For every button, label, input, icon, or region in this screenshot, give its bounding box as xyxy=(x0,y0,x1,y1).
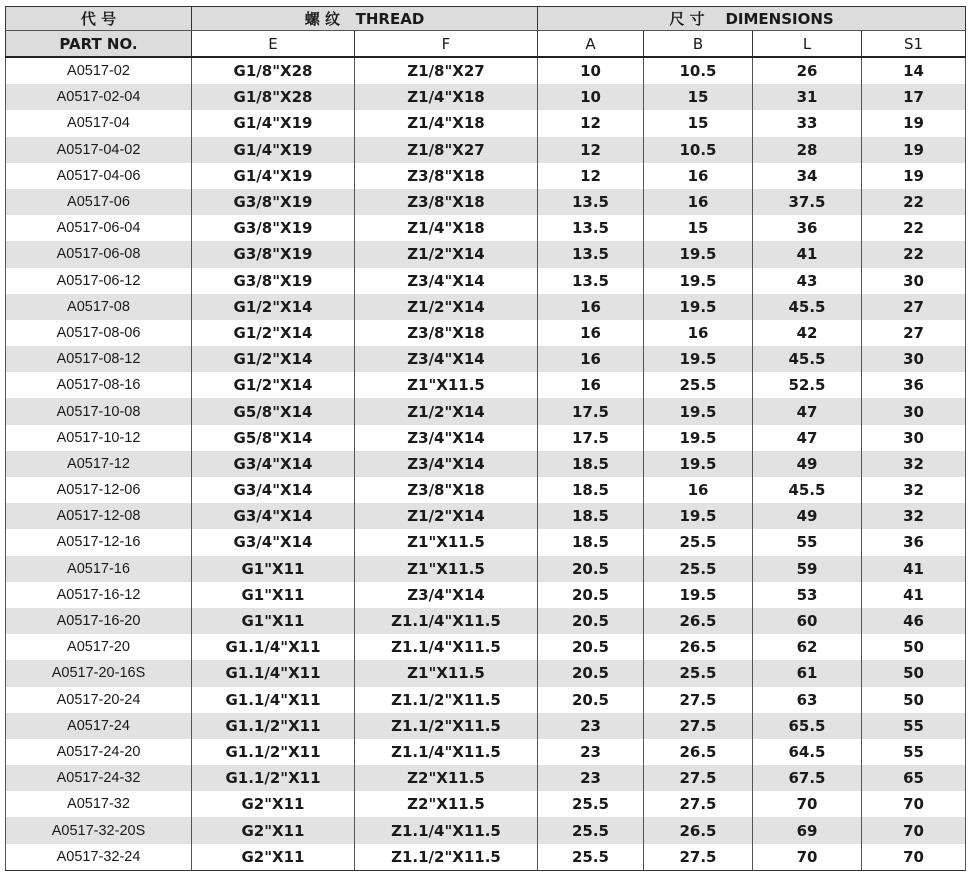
table-row xyxy=(6,634,966,660)
dim-l-cell: 45.5 xyxy=(753,346,862,372)
thread-e-cell: G3/8"X19 xyxy=(192,189,355,215)
dim-b-cell: 26.5 xyxy=(644,608,753,634)
dim-s1-cell: 14 xyxy=(862,57,966,84)
thread-f-cell: Z3/4"X14 xyxy=(355,451,538,477)
table-row xyxy=(6,765,966,791)
dim-b-cell: 10.5 xyxy=(644,57,753,84)
dim-s1-cell: 32 xyxy=(862,451,966,477)
table-row xyxy=(6,451,966,477)
table-row xyxy=(6,110,966,136)
dim-b-cell: 25.5 xyxy=(644,660,753,686)
dim-l-cell: 43 xyxy=(753,268,862,294)
dim-l-cell: 64.5 xyxy=(753,739,862,765)
table-body xyxy=(6,57,966,870)
dim-a-cell: 16 xyxy=(538,346,644,372)
column-header-b: B xyxy=(644,31,753,58)
dim-a-cell: 18.5 xyxy=(538,503,644,529)
thread-e-cell: G3/4"X14 xyxy=(192,529,355,555)
table-row xyxy=(6,844,966,871)
dim-s1-cell: 70 xyxy=(862,817,966,843)
dim-a-cell: 20.5 xyxy=(538,687,644,713)
dim-s1-cell: 22 xyxy=(862,189,966,215)
table-row xyxy=(6,215,966,241)
thread-e-cell: G1/4"X19 xyxy=(192,163,355,189)
dim-b-cell: 15 xyxy=(644,215,753,241)
dim-b-cell: 27.5 xyxy=(644,765,753,791)
part-no-cell: A0517-06-08 xyxy=(6,241,192,267)
dim-a-cell: 12 xyxy=(538,110,644,136)
dim-s1-cell: 19 xyxy=(862,163,966,189)
table-row xyxy=(6,791,966,817)
thread-f-cell: Z1.1/4"X11.5 xyxy=(355,634,538,660)
dim-a-cell: 17.5 xyxy=(538,425,644,451)
spec-table-container xyxy=(5,6,965,871)
dim-l-cell: 47 xyxy=(753,398,862,424)
dim-a-cell: 20.5 xyxy=(538,660,644,686)
thread-f-cell: Z1"X11.5 xyxy=(355,660,538,686)
dim-s1-cell: 22 xyxy=(862,241,966,267)
dim-l-cell: 52.5 xyxy=(753,372,862,398)
dim-s1-cell: 36 xyxy=(862,529,966,555)
part-code-header-cn xyxy=(6,7,192,31)
table-row xyxy=(6,346,966,372)
part-no-cell: A0517-08-16 xyxy=(6,372,192,398)
dim-l-cell: 65.5 xyxy=(753,713,862,739)
dim-b-cell: 19.5 xyxy=(644,425,753,451)
dim-l-cell: 34 xyxy=(753,163,862,189)
dim-b-cell: 25.5 xyxy=(644,529,753,555)
dim-a-cell: 12 xyxy=(538,137,644,163)
thread-f-cell: Z3/8"X18 xyxy=(355,163,538,189)
dim-b-cell: 26.5 xyxy=(644,817,753,843)
dim-l-cell: 28 xyxy=(753,137,862,163)
thread-e-cell: G2"X11 xyxy=(192,791,355,817)
dim-a-cell: 12 xyxy=(538,163,644,189)
dim-s1-cell: 36 xyxy=(862,372,966,398)
thread-e-cell: G1/2"X14 xyxy=(192,294,355,320)
dim-a-cell: 23 xyxy=(538,739,644,765)
part-no-cell: A0517-02-04 xyxy=(6,84,192,110)
thread-header xyxy=(192,7,538,31)
column-header-a: A xyxy=(538,31,644,58)
dim-l-cell: 55 xyxy=(753,529,862,555)
thread-e-cell: G1"X11 xyxy=(192,582,355,608)
thread-e-cell: G1.1/4"X11 xyxy=(192,660,355,686)
header-row-top xyxy=(6,7,966,31)
thread-f-cell: Z1/2"X14 xyxy=(355,503,538,529)
dim-l-cell: 33 xyxy=(753,110,862,136)
part-no-cell: A0517-10-08 xyxy=(6,398,192,424)
dim-s1-cell: 41 xyxy=(862,582,966,608)
dim-l-cell: 60 xyxy=(753,608,862,634)
table-row xyxy=(6,529,966,555)
dim-l-cell: 49 xyxy=(753,451,862,477)
thread-f-cell: Z1"X11.5 xyxy=(355,529,538,555)
thread-e-cell: G1/8"X28 xyxy=(192,84,355,110)
header-row-columns xyxy=(6,31,966,58)
dim-a-cell: 10 xyxy=(538,57,644,84)
dim-b-cell: 16 xyxy=(644,189,753,215)
thread-e-cell: G3/4"X14 xyxy=(192,451,355,477)
thread-f-cell: Z1/2"X14 xyxy=(355,398,538,424)
column-header-e: E xyxy=(192,31,355,58)
part-no-cell: A0517-24-32 xyxy=(6,765,192,791)
thread-e-cell: G1/2"X14 xyxy=(192,346,355,372)
dim-a-cell: 13.5 xyxy=(538,215,644,241)
table-row xyxy=(6,739,966,765)
dim-l-cell: 42 xyxy=(753,320,862,346)
dim-a-cell: 18.5 xyxy=(538,529,644,555)
table-row xyxy=(6,582,966,608)
thread-f-cell: Z1.1/2"X11.5 xyxy=(355,844,538,871)
dim-b-cell: 26.5 xyxy=(644,634,753,660)
thread-e-cell: G1/8"X28 xyxy=(192,57,355,84)
dim-s1-cell: 70 xyxy=(862,791,966,817)
part-no-cell: A0517-24-20 xyxy=(6,739,192,765)
dim-b-cell: 19.5 xyxy=(644,294,753,320)
thread-f-cell: Z1/2"X14 xyxy=(355,294,538,320)
part-no-cell: A0517-04 xyxy=(6,110,192,136)
dim-s1-cell: 19 xyxy=(862,110,966,136)
part-no-cell: A0517-32-24 xyxy=(6,844,192,871)
thread-e-cell: G3/8"X19 xyxy=(192,241,355,267)
thread-e-cell: G3/4"X14 xyxy=(192,503,355,529)
dim-l-cell: 59 xyxy=(753,556,862,582)
thread-label-cn: 螺 纹 xyxy=(304,10,340,28)
dim-l-cell: 70 xyxy=(753,844,862,871)
table-row xyxy=(6,137,966,163)
part-code-label-cn: 代 号 xyxy=(80,10,117,28)
dim-a-cell: 20.5 xyxy=(538,556,644,582)
dim-a-cell: 13.5 xyxy=(538,189,644,215)
part-no-cell: A0517-24 xyxy=(6,713,192,739)
thread-f-cell: Z3/4"X14 xyxy=(355,425,538,451)
part-no-cell: A0517-32-20S xyxy=(6,817,192,843)
table-row xyxy=(6,398,966,424)
dim-b-cell: 27.5 xyxy=(644,791,753,817)
part-no-cell: A0517-12-08 xyxy=(6,503,192,529)
table-row xyxy=(6,268,966,294)
dim-s1-cell: 46 xyxy=(862,608,966,634)
dim-b-cell: 19.5 xyxy=(644,346,753,372)
part-no-cell: A0517-20 xyxy=(6,634,192,660)
table-row xyxy=(6,294,966,320)
part-no-cell: A0517-10-12 xyxy=(6,425,192,451)
dim-b-cell: 10.5 xyxy=(644,137,753,163)
thread-f-cell: Z3/8"X18 xyxy=(355,477,538,503)
dim-s1-cell: 27 xyxy=(862,320,966,346)
part-no-cell: A0517-16-12 xyxy=(6,582,192,608)
dim-s1-cell: 30 xyxy=(862,346,966,372)
table-header xyxy=(6,7,966,58)
thread-e-cell: G1.1/2"X11 xyxy=(192,765,355,791)
dim-s1-cell: 30 xyxy=(862,268,966,294)
dim-s1-cell: 55 xyxy=(862,739,966,765)
thread-e-cell: G1"X11 xyxy=(192,608,355,634)
column-header-f: F xyxy=(355,31,538,58)
thread-f-cell: Z3/8"X18 xyxy=(355,320,538,346)
thread-f-cell: Z1.1/2"X11.5 xyxy=(355,687,538,713)
thread-e-cell: G1"X11 xyxy=(192,556,355,582)
dim-s1-cell: 32 xyxy=(862,477,966,503)
thread-e-cell: G1/4"X19 xyxy=(192,110,355,136)
table-row xyxy=(6,241,966,267)
part-no-cell: A0517-12-16 xyxy=(6,529,192,555)
table-row xyxy=(6,556,966,582)
dim-a-cell: 13.5 xyxy=(538,268,644,294)
thread-f-cell: Z1.1/4"X11.5 xyxy=(355,739,538,765)
dimensions-label-cn: 尺 寸 xyxy=(669,10,705,28)
part-no-cell: A0517-32 xyxy=(6,791,192,817)
dim-a-cell: 25.5 xyxy=(538,844,644,871)
dimensions-header xyxy=(538,7,966,31)
part-no-cell: A0517-08-12 xyxy=(6,346,192,372)
part-no-cell: A0517-06-04 xyxy=(6,215,192,241)
dim-l-cell: 49 xyxy=(753,503,862,529)
dim-b-cell: 27.5 xyxy=(644,687,753,713)
dim-s1-cell: 19 xyxy=(862,137,966,163)
thread-e-cell: G1/2"X14 xyxy=(192,372,355,398)
table-row xyxy=(6,503,966,529)
dim-s1-cell: 70 xyxy=(862,844,966,871)
dim-a-cell: 13.5 xyxy=(538,241,644,267)
dim-s1-cell: 32 xyxy=(862,503,966,529)
dim-b-cell: 19.5 xyxy=(644,398,753,424)
thread-e-cell: G3/8"X19 xyxy=(192,268,355,294)
dim-s1-cell: 27 xyxy=(862,294,966,320)
dim-a-cell: 23 xyxy=(538,713,644,739)
part-no-cell: A0517-16 xyxy=(6,556,192,582)
table-row xyxy=(6,477,966,503)
dim-b-cell: 25.5 xyxy=(644,372,753,398)
dim-b-cell: 19.5 xyxy=(644,582,753,608)
dim-a-cell: 16 xyxy=(538,294,644,320)
column-header-l: L xyxy=(753,31,862,58)
dim-l-cell: 53 xyxy=(753,582,862,608)
dim-b-cell: 15 xyxy=(644,84,753,110)
thread-e-cell: G1.1/4"X11 xyxy=(192,634,355,660)
table-row xyxy=(6,660,966,686)
dim-b-cell: 15 xyxy=(644,110,753,136)
dim-l-cell: 69 xyxy=(753,817,862,843)
dim-s1-cell: 50 xyxy=(862,687,966,713)
thread-f-cell: Z1/8"X27 xyxy=(355,57,538,84)
dim-l-cell: 41 xyxy=(753,241,862,267)
dim-l-cell: 47 xyxy=(753,425,862,451)
part-no-cell: A0517-16-20 xyxy=(6,608,192,634)
thread-f-cell: Z1/4"X18 xyxy=(355,215,538,241)
dim-a-cell: 18.5 xyxy=(538,477,644,503)
thread-f-cell: Z1.1/4"X11.5 xyxy=(355,817,538,843)
dim-l-cell: 61 xyxy=(753,660,862,686)
table-row xyxy=(6,687,966,713)
thread-label-en: THREAD xyxy=(355,10,425,28)
part-no-cell: A0517-04-02 xyxy=(6,137,192,163)
thread-e-cell: G5/8"X14 xyxy=(192,398,355,424)
dim-a-cell: 17.5 xyxy=(538,398,644,424)
part-no-header: PART NO. xyxy=(6,31,192,58)
thread-e-cell: G1/4"X19 xyxy=(192,137,355,163)
dim-l-cell: 62 xyxy=(753,634,862,660)
dim-b-cell: 19.5 xyxy=(644,451,753,477)
thread-f-cell: Z3/4"X14 xyxy=(355,268,538,294)
thread-f-cell: Z1/4"X18 xyxy=(355,110,538,136)
table-row xyxy=(6,372,966,398)
thread-f-cell: Z2"X11.5 xyxy=(355,765,538,791)
thread-f-cell: Z1"X11.5 xyxy=(355,372,538,398)
dim-a-cell: 16 xyxy=(538,372,644,398)
dim-a-cell: 25.5 xyxy=(538,791,644,817)
dim-a-cell: 16 xyxy=(538,320,644,346)
dim-l-cell: 63 xyxy=(753,687,862,713)
thread-e-cell: G1.1/2"X11 xyxy=(192,713,355,739)
dim-b-cell: 19.5 xyxy=(644,503,753,529)
dim-b-cell: 16 xyxy=(644,163,753,189)
thread-f-cell: Z3/4"X14 xyxy=(355,346,538,372)
dim-b-cell: 19.5 xyxy=(644,268,753,294)
thread-e-cell: G5/8"X14 xyxy=(192,425,355,451)
table-row xyxy=(6,817,966,843)
dim-b-cell: 26.5 xyxy=(644,739,753,765)
thread-f-cell: Z1"X11.5 xyxy=(355,556,538,582)
part-no-cell: A0517-04-06 xyxy=(6,163,192,189)
thread-e-cell: G2"X11 xyxy=(192,844,355,871)
thread-f-cell: Z1/4"X18 xyxy=(355,84,538,110)
thread-e-cell: G1.1/2"X11 xyxy=(192,739,355,765)
dim-l-cell: 70 xyxy=(753,791,862,817)
part-no-cell: A0517-12-06 xyxy=(6,477,192,503)
table-row xyxy=(6,608,966,634)
thread-f-cell: Z3/8"X18 xyxy=(355,189,538,215)
thread-e-cell: G1/2"X14 xyxy=(192,320,355,346)
thread-e-cell: G2"X11 xyxy=(192,817,355,843)
part-no-cell: A0517-12 xyxy=(6,451,192,477)
table-row xyxy=(6,84,966,110)
part-no-cell: A0517-02 xyxy=(6,57,192,84)
dimensions-table xyxy=(5,6,966,871)
dim-s1-cell: 50 xyxy=(862,660,966,686)
column-header-s1: S1 xyxy=(862,31,966,58)
dim-s1-cell: 55 xyxy=(862,713,966,739)
thread-e-cell: G1.1/4"X11 xyxy=(192,687,355,713)
part-no-cell: A0517-08-06 xyxy=(6,320,192,346)
dim-a-cell: 20.5 xyxy=(538,634,644,660)
part-no-cell: A0517-08 xyxy=(6,294,192,320)
thread-e-cell: G3/8"X19 xyxy=(192,215,355,241)
dim-l-cell: 31 xyxy=(753,84,862,110)
dim-l-cell: 45.5 xyxy=(753,477,862,503)
dim-s1-cell: 30 xyxy=(862,425,966,451)
dim-a-cell: 10 xyxy=(538,84,644,110)
part-no-cell: A0517-06-12 xyxy=(6,268,192,294)
table-row xyxy=(6,163,966,189)
dim-s1-cell: 50 xyxy=(862,634,966,660)
dim-s1-cell: 22 xyxy=(862,215,966,241)
dim-l-cell: 26 xyxy=(753,57,862,84)
part-no-cell: A0517-06 xyxy=(6,189,192,215)
dim-s1-cell: 65 xyxy=(862,765,966,791)
part-no-cell: A0517-20-16S xyxy=(6,660,192,686)
dim-s1-cell: 41 xyxy=(862,556,966,582)
dim-l-cell: 45.5 xyxy=(753,294,862,320)
dim-a-cell: 25.5 xyxy=(538,817,644,843)
dim-a-cell: 20.5 xyxy=(538,608,644,634)
thread-f-cell: Z1/8"X27 xyxy=(355,137,538,163)
table-row xyxy=(6,320,966,346)
thread-f-cell: Z1/2"X14 xyxy=(355,241,538,267)
dim-a-cell: 20.5 xyxy=(538,582,644,608)
part-no-cell: A0517-20-24 xyxy=(6,687,192,713)
dim-b-cell: 27.5 xyxy=(644,713,753,739)
dim-s1-cell: 17 xyxy=(862,84,966,110)
thread-f-cell: Z1.1/2"X11.5 xyxy=(355,713,538,739)
table-row xyxy=(6,425,966,451)
thread-e-cell: G3/4"X14 xyxy=(192,477,355,503)
thread-f-cell: Z3/4"X14 xyxy=(355,582,538,608)
dim-b-cell: 27.5 xyxy=(644,844,753,871)
dim-b-cell: 16 xyxy=(644,320,753,346)
table-row xyxy=(6,713,966,739)
dim-b-cell: 16 xyxy=(644,477,753,503)
dim-l-cell: 36 xyxy=(753,215,862,241)
table-row xyxy=(6,189,966,215)
dim-a-cell: 23 xyxy=(538,765,644,791)
dim-l-cell: 67.5 xyxy=(753,765,862,791)
dim-b-cell: 19.5 xyxy=(644,241,753,267)
dim-l-cell: 37.5 xyxy=(753,189,862,215)
dim-a-cell: 18.5 xyxy=(538,451,644,477)
dimensions-label-en: DIMENSIONS xyxy=(725,10,834,28)
thread-f-cell: Z1.1/4"X11.5 xyxy=(355,608,538,634)
thread-f-cell: Z2"X11.5 xyxy=(355,791,538,817)
table-row xyxy=(6,57,966,84)
dim-b-cell: 25.5 xyxy=(644,556,753,582)
dim-s1-cell: 30 xyxy=(862,398,966,424)
